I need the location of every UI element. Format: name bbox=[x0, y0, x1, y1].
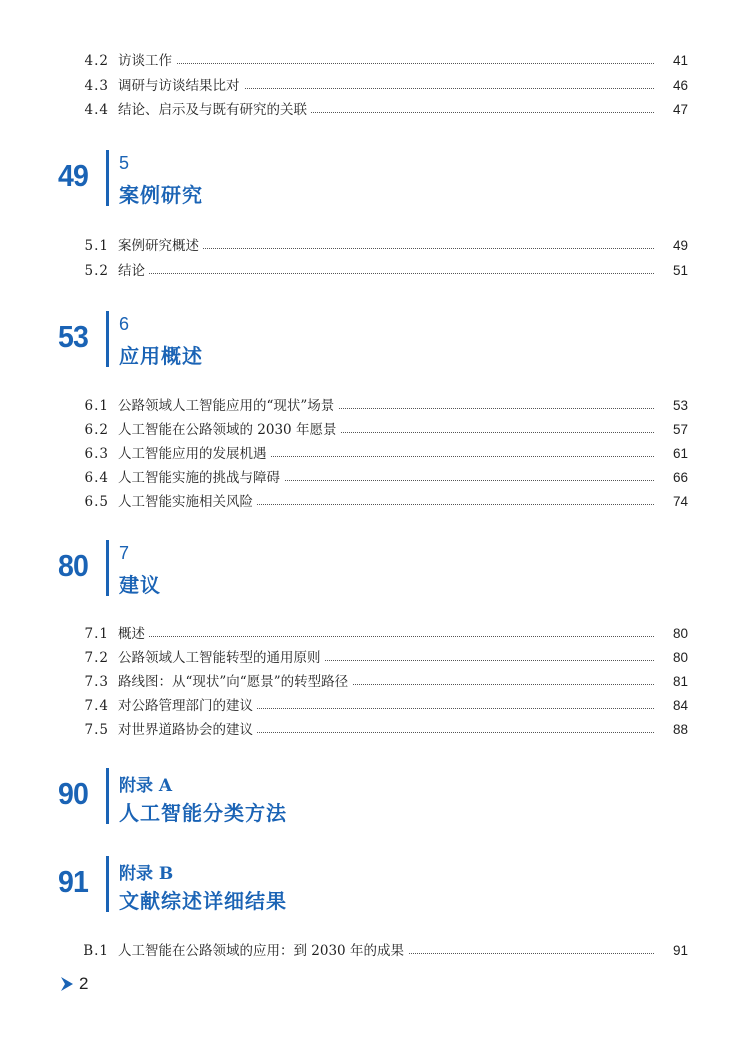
toc-entry-page: 84 bbox=[655, 694, 688, 718]
toc-entry-title: 人工智能应用的发展机遇 bbox=[118, 442, 271, 466]
toc-entry-number: 4.4 bbox=[84, 102, 109, 118]
toc-entry-title: 调研与访谈结果比对 bbox=[118, 74, 244, 98]
chapter-start-page: 91 bbox=[58, 864, 88, 899]
chapter-heading-6[interactable] bbox=[0, 311, 750, 373]
toc-entry-number: 4.2 bbox=[84, 53, 109, 69]
toc-entry-title: 路线图：从“现状”向“愿景”的转型路径 bbox=[118, 670, 352, 694]
toc-entry-title: 概述 bbox=[118, 622, 149, 646]
toc-entry-number: 6.3 bbox=[84, 446, 109, 462]
toc-entry-number: 7.1 bbox=[84, 626, 109, 642]
toc-entry[interactable] bbox=[0, 466, 750, 490]
toc-entry[interactable] bbox=[0, 394, 750, 418]
toc-entry-page: 57 bbox=[655, 418, 688, 442]
chapter-start-page: 80 bbox=[58, 548, 88, 583]
toc-entry-page: 41 bbox=[655, 49, 688, 73]
chapter-title: 应用概述 bbox=[119, 344, 203, 368]
toc-entry[interactable] bbox=[0, 74, 750, 98]
appendix-label: 附录 A bbox=[119, 776, 173, 796]
toc-entry-page: 74 bbox=[655, 490, 688, 514]
toc-entry-title: 结论、启示及与既有研究的关联 bbox=[118, 98, 311, 122]
toc-entry-page: 66 bbox=[655, 466, 688, 490]
toc-entry-title: 对世界道路协会的建议 bbox=[118, 718, 257, 742]
toc-entry-number: 4.3 bbox=[84, 78, 109, 94]
dot-leader bbox=[118, 63, 666, 64]
toc-entry-title: 访谈工作 bbox=[118, 49, 176, 73]
chapter-heading-5[interactable] bbox=[0, 150, 750, 212]
toc-entry-number: 7.4 bbox=[84, 698, 109, 714]
toc-entry-title: 结论 bbox=[118, 259, 149, 283]
dot-leader bbox=[118, 273, 666, 274]
toc-entry[interactable] bbox=[0, 234, 750, 258]
chapter-start-page: 49 bbox=[58, 158, 88, 193]
toc-entry-number: 6.5 bbox=[84, 494, 109, 510]
chapter-title: 案例研究 bbox=[119, 183, 203, 207]
arrow-right-icon bbox=[60, 976, 74, 992]
chapter-divider-bar bbox=[106, 540, 109, 596]
toc-entry-page: 46 bbox=[655, 74, 688, 98]
toc-entry-title: 人工智能在公路领域的 2030 年愿景 bbox=[118, 418, 340, 442]
toc-entry-number: B.1 bbox=[83, 943, 109, 959]
toc-entry[interactable] bbox=[0, 939, 750, 963]
toc-entry-title: 公路领域人工智能转型的通用原则 bbox=[118, 646, 325, 670]
toc-entry-number: 5.2 bbox=[84, 263, 109, 279]
toc-entry[interactable] bbox=[0, 694, 750, 718]
toc-entry-page: 49 bbox=[655, 234, 688, 258]
chapter-title: 建议 bbox=[119, 573, 161, 597]
toc-entry-number: 6.1 bbox=[84, 398, 109, 414]
chapter-heading-7[interactable] bbox=[0, 540, 750, 602]
toc-entry-number: 6.4 bbox=[84, 470, 109, 486]
toc-entry-title: 人工智能实施相关风险 bbox=[118, 490, 257, 514]
toc-entry-page: 53 bbox=[655, 394, 688, 418]
toc-entry[interactable] bbox=[0, 49, 750, 73]
toc-entry-page: 80 bbox=[655, 622, 688, 646]
toc-entry-page: 51 bbox=[655, 259, 688, 283]
toc-entry-page: 61 bbox=[655, 442, 688, 466]
toc-entry[interactable] bbox=[0, 98, 750, 122]
appendix-label: 附录 B bbox=[119, 864, 174, 884]
toc-entry-title: 对公路管理部门的建议 bbox=[118, 694, 257, 718]
toc-entry-number: 5.1 bbox=[84, 238, 109, 254]
chapter-start-page: 90 bbox=[58, 776, 88, 811]
appendix-title: 人工智能分类方法 bbox=[119, 801, 287, 825]
chapter-divider-bar bbox=[106, 856, 109, 912]
toc-entry-number: 7.3 bbox=[84, 674, 109, 690]
toc-entry-page: 88 bbox=[655, 718, 688, 742]
toc-entry[interactable] bbox=[0, 442, 750, 466]
toc-entry-number: 7.5 bbox=[84, 722, 109, 738]
toc-entry-page: 47 bbox=[655, 98, 688, 122]
chapter-divider-bar bbox=[106, 150, 109, 206]
toc-entry[interactable] bbox=[0, 490, 750, 514]
toc-entry-title: 人工智能在公路领域的应用：到 2030 年的成果 bbox=[118, 939, 408, 963]
chapter-number: 6 bbox=[119, 314, 130, 334]
toc-entry-page: 91 bbox=[655, 939, 688, 963]
toc-entry-page: 80 bbox=[655, 646, 688, 670]
toc-entry[interactable] bbox=[0, 718, 750, 742]
chapter-number: 5 bbox=[119, 153, 130, 173]
dot-leader bbox=[118, 636, 666, 637]
toc-entry-title: 案例研究概述 bbox=[118, 234, 203, 258]
toc-entry-number: 7.2 bbox=[84, 650, 109, 666]
toc-entry[interactable] bbox=[0, 259, 750, 283]
page-number: 2 bbox=[79, 974, 89, 993]
chapter-divider-bar bbox=[106, 311, 109, 367]
chapter-start-page: 53 bbox=[58, 319, 88, 354]
toc-entry-number: 6.2 bbox=[84, 422, 109, 438]
toc-entry[interactable] bbox=[0, 418, 750, 442]
chapter-number: 7 bbox=[119, 543, 130, 563]
chapter-divider-bar bbox=[106, 768, 109, 824]
appendix-heading-b[interactable] bbox=[0, 856, 750, 918]
appendix-heading-a[interactable] bbox=[0, 768, 750, 830]
toc-entry-title: 公路领域人工智能应用的“现状”场景 bbox=[118, 394, 338, 418]
toc-entry-page: 81 bbox=[655, 670, 688, 694]
page-footer bbox=[60, 974, 88, 994]
appendix-title: 文献综述详细结果 bbox=[119, 889, 287, 913]
toc-entry[interactable] bbox=[0, 670, 750, 694]
toc-entry[interactable] bbox=[0, 622, 750, 646]
toc-entry-title: 人工智能实施的挑战与障碍 bbox=[118, 466, 284, 490]
toc-entry[interactable] bbox=[0, 646, 750, 670]
